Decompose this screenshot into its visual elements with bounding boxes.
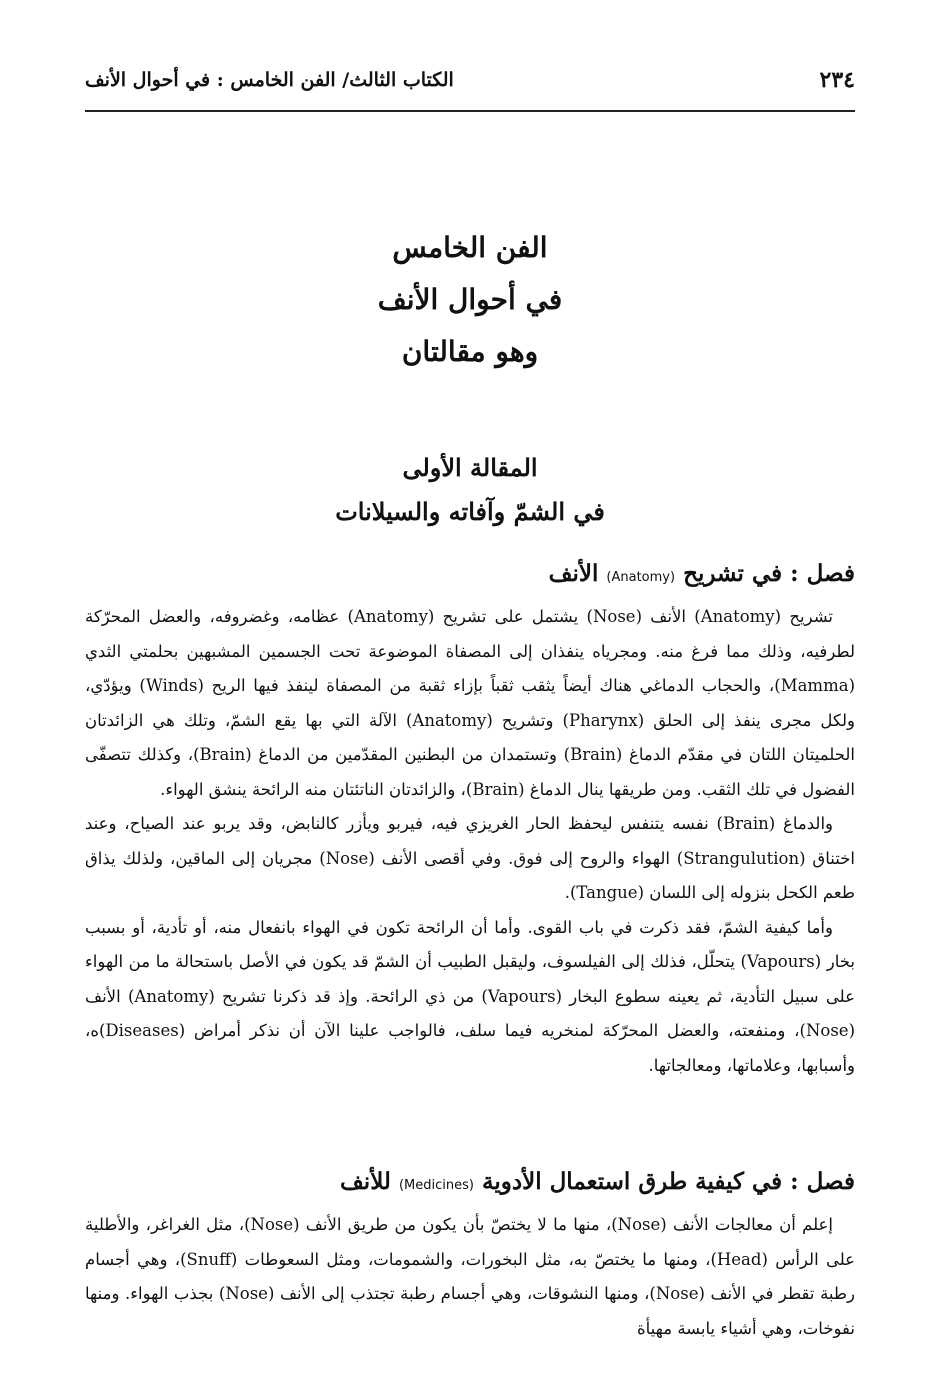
section-heading bbox=[85, 1160, 855, 1208]
book-title-block bbox=[150, 222, 790, 378]
paragraph: تشريح (Anatomy) الأنف (Nose) يشتمل على تشريح (Anatomy) عظامه، وغضروفه، والعضل المحرّكة لطرفيه، وذلك مما فرغ منه. ومجرياه ينفذان إلى المصفاة الموضوعة تحت الجسمين المشبهين بحلمتي الثدي (Mamma)، والحجاب الدماغي هناك أيضاً يثقب ثقباً بإزاء ثقبة من المصفاة لينفذ فيها الريح (Winds) ويؤدّي، ولكل مجرى ينفذ إلى الحلق (Pharynx) وتشريح (Anatomy) الآلة التي بها يقع الشمّ، وتلك هي الزائدتان الحلميتان اللتان في مقدّم الدماغ (Brain) وتستمدان من البطنين المقدّمين من الدماغ (Brain)، وكذلك تتصفّى الفضول في تلك الثقب. ومن طريقها ينال الدماغ (Brain)، والزائدتان الناتئتان منه الرائحة ينشق الهواء. bbox=[85, 607, 855, 799]
section-heading-latin: (Medicines) bbox=[398, 1178, 474, 1193]
section-heading-latin: (Anatomy) bbox=[606, 570, 676, 585]
page-number: ٢٣٤ bbox=[819, 67, 855, 93]
article-title-line-1: المقالة الأولى bbox=[402, 453, 538, 482]
section-heading-text-end: الأنف bbox=[548, 560, 599, 587]
section-heading bbox=[85, 552, 855, 600]
section-heading-text-end: للأنف bbox=[340, 1168, 391, 1195]
book-title-line-2: في أحوال الأنف bbox=[377, 283, 563, 316]
section-heading-text: فصل : في تشريح bbox=[683, 560, 855, 587]
running-title: الكتاب الثالث/ الفن الخامس : في أحوال الأنف bbox=[85, 69, 454, 91]
paragraph: وأما كيفية الشمّ، فقد ذكرت في باب القوى. وأما أن الرائحة تكون في الهواء بانفعال منه، أو تأدية، أو بسبب بخار (Vapours) يتحلّل، فذلك إلى الفيلسوف، وليقبل الطبيب أن الشمّ قد يكون في الأصل باستحالة ما من الهواء على سبيل التأدية، ثم يعينه سطوع البخار (Vapours) من ذي الرائحة. وإذ قد ذكرنا تشريح (Anatomy) الأنف (Nose)، ومنفعته، والعضل المحرّكة لمنخريه فيما سلف، فالواجب علينا الآن أن نذكر أمراض (Diseases)ه، وأسبابها، وعلاماتها، ومعالجاتها. bbox=[85, 917, 855, 1075]
article-title-line-2: في الشمّ وآفاته والسيلانات bbox=[335, 497, 605, 526]
section-medicines bbox=[85, 1160, 855, 1346]
paragraph: إعلم أن معالجات الأنف (Nose)، منها ما لا يختصّ بأن يكون من طريق الأنف (Nose)، مثل الغراغر، والأطلية على الرأس (Head)، ومنها ما يختصّ به، مثل البخورات، والشمومات، ومثل السعوطات (Snuff)، وهي أجسام رطبة تقطر في الأنف (Nose)، ومنها النشوقات، وهي أجسام رطبة تجتذب إلى الأنف (Nose) بجذب الهواء. ومنها نفوخات، وهي أشياء يابسة مهيأة bbox=[85, 1215, 856, 1338]
running-header bbox=[85, 60, 855, 100]
article-title-block bbox=[150, 446, 790, 534]
section-heading-text: فصل : في كيفية طرق استعمال الأدوية bbox=[482, 1168, 855, 1195]
header-divider bbox=[85, 110, 855, 112]
book-title-line-1: الفن الخامس bbox=[392, 231, 548, 264]
paragraph: والدماغ (Brain) نفسه يتنفس ليحفظ الحار الغريزي فيه، فيربو ويأزر كالنابض، وقد يربو عند الصياح، وعند اختناق (Strangulution) الهواء والروح إلى فوق. وفي أقصى الأنف (Nose) مجريان إلى الماقين، ولذلك يذاق طعم الكحل بنزوله إلى اللسان (Tangue). bbox=[85, 814, 855, 902]
section-anatomy bbox=[85, 552, 855, 1083]
book-title-line-3: وهو مقالتان bbox=[401, 335, 539, 368]
